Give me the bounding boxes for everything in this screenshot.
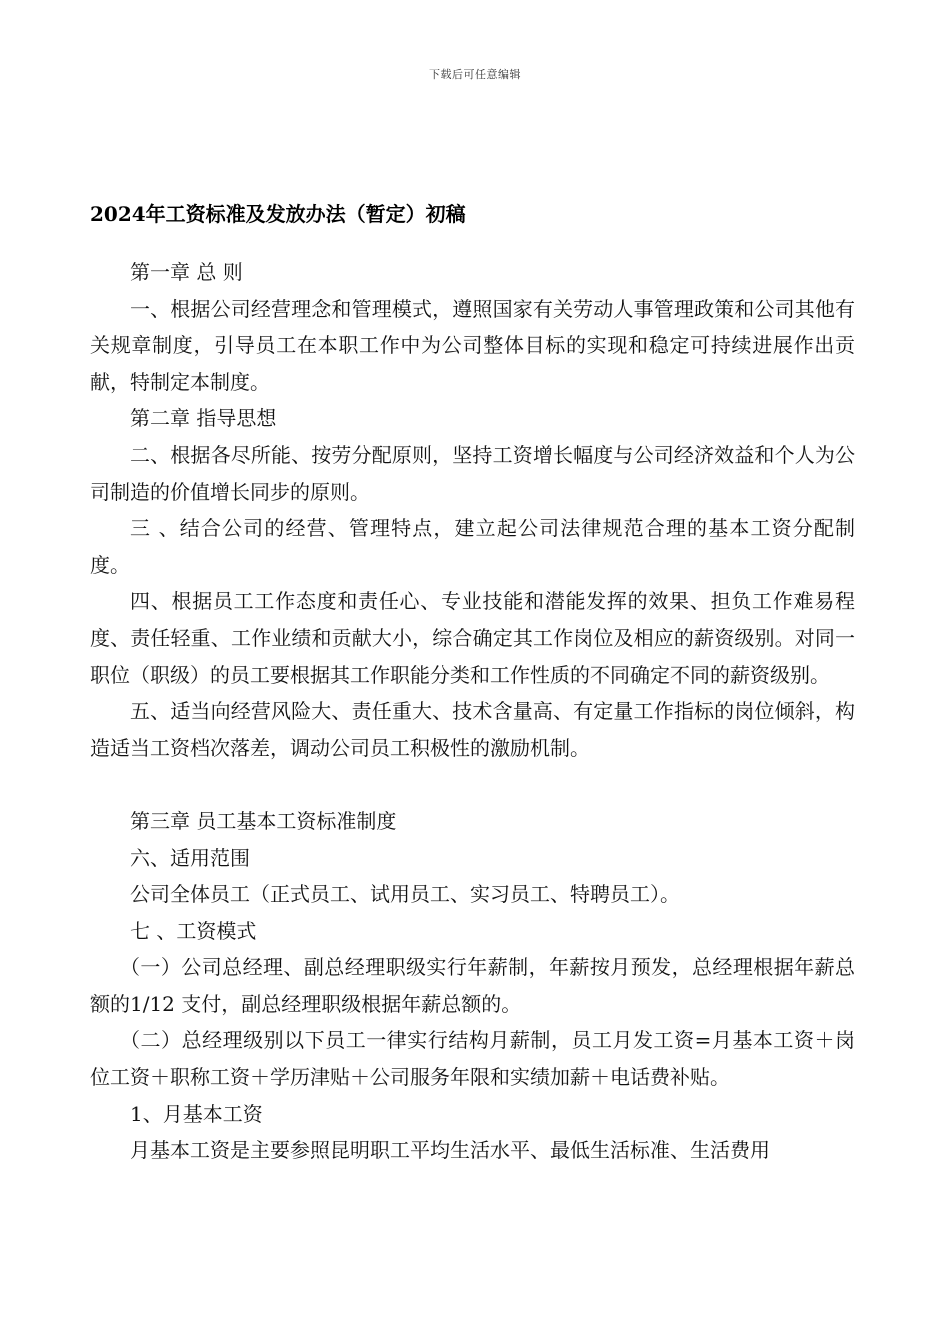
blank-line xyxy=(90,766,855,803)
chapter-1-heading: 第一章 总 则 xyxy=(130,260,243,284)
article-7-heading: 七 、工资模式 xyxy=(130,918,257,943)
article-2: 二、根据各尽所能、按劳分配原则，坚持工资增长幅度与公司经济效益和个人为公司制造的价值增长同步的原则。 xyxy=(90,442,855,504)
section-1-heading: 1、月基本工资 xyxy=(130,1101,263,1126)
document-body xyxy=(90,254,855,1169)
document-title: 2024年工资标准及发放办法（暂定）初稿 xyxy=(90,202,466,226)
article-7-item-2: （二）总经理级别以下员工一律实行结构月薪制，员工月发工资=月基本工资＋岗位工资＋职称工资＋学历津贴＋公司服务年限和实绩加薪＋电话费补贴。 xyxy=(90,1028,855,1090)
article-6-heading: 六、适用范围 xyxy=(130,845,250,870)
header-note: 下载后可任意编辑 xyxy=(429,68,521,81)
article-7-item-1: （一）公司总经理、副总经理职级实行年薪制，年薪按月预发，总经理根据年薪总额的1/12 支付，副总经理职级根据年薪总额的。 xyxy=(90,955,855,1016)
article-3: 三 、结合公司的经营、管理特点，建立起公司法律规范合理的基本工资分配制度。 xyxy=(90,516,855,577)
article-4: 四、根据员工工作态度和责任心、专业技能和潜能发挥的效果、担负工作难易程度、责任轻重、工作业绩和贡献大小，综合确定其工作岗位及相应的薪资级别。对同一职位（职级）的员工要根据其工作职能分类和工作性质的不同确定不同的薪资级别。 xyxy=(90,589,855,687)
chapter-3-heading: 第三章 员工基本工资标准制度 xyxy=(130,808,397,833)
article-5: 五、适当向经营风险大、责任重大、技术含量高、有定量工作指标的岗位倾斜，构造适当工资档次落差，调动公司员工积极性的激励机制。 xyxy=(90,699,855,760)
chapter-2-heading: 第二章 指导思想 xyxy=(130,406,277,431)
article-1: 一、根据公司经营理念和管理模式，遵照国家有关劳动人事管理政策和公司其他有关规章制度，引导员工在本职工作中为公司整体目标的实现和稳定可持续进展作出贡献，特制定本制度。 xyxy=(90,296,855,394)
article-6-body: 公司全体员工（正式员工、试用员工、实习员工、特聘员工）。 xyxy=(130,882,680,907)
section-1-body: 月基本工资是主要参照昆明职工平均生活水平、最低生活标准、生活费用 xyxy=(130,1138,770,1163)
